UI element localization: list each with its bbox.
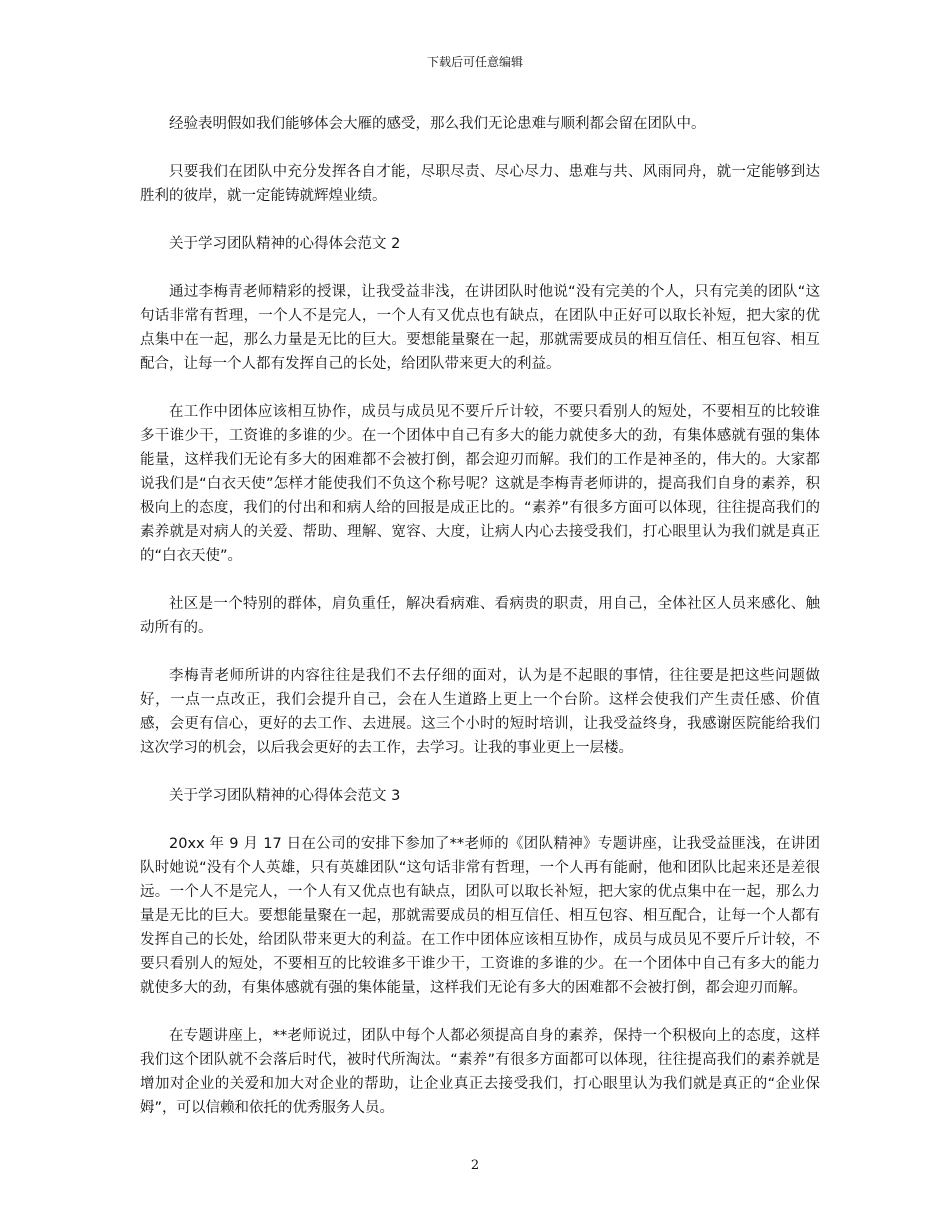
section-heading: 关于学习团队精神的心得体会范文 3	[169, 788, 401, 804]
paragraph: 在专题讲座上，**老师说过，团队中每个人都必须提高自身的素养，保持一个积极向上的态度，这样我们这个团队就不会落后时代，被时代所淘汰。“素养”有很多方面都可以体现，往往提高我们的素养就是增加对企业的关爱和加大对企业的帮助，让企业真正去接受我们，打心眼里认为我们就是真正的“企业保姆”，可以信赖和依托的优秀服务人员。	[140, 1028, 820, 1116]
page-header: 下载后可任意编辑	[426, 55, 523, 69]
document-body	[140, 112, 820, 1144]
paragraph: 20xx 年 9 月 17 日在公司的安排下参加了**老师的《团队精神》专题讲座，让我受益匪浅，在讲团队时她说“没有个人英雄，只有英雄团队“这句话非常有哲理，一个人再有能耐，他和团队比起来还是差很远。一个人不是完人，一个人有又优点也有缺点，团队可以取长补短，把大家的优点集中在一起，那么力量是无比的巨大。要想能量聚在一起，那就需要成员的相互信任、相互包容、相互配合，让每一个人都有发挥自己的长处，给团队带来更大的利益。在工作中团体应该相互协作，成员与成员见不要斤斤计较，不要只看别人的短处，不要相互的比较谁多干谁少干，工资谁的多谁的少。在一个团体中自己有多大的能力就使多大的劲，有集体感就有强的集体能量，这样我们无论有多大的困难都不会被打倒，都会迎刃而解。	[140, 836, 820, 996]
section-heading: 关于学习团队精神的心得体会范文 2	[169, 236, 401, 252]
paragraph: 李梅青老师所讲的内容往往是我们不去仔细的面对，认为是不起眼的事情，往往要是把这些问题做好，一点一点改正，我们会提升自己，会在人生道路上更上一个台阶。这样会使我们产生责任感、价值感，会更有信心，更好的去工作、去进展。这三个小时的短时培训，让我受益终身，我感谢医院能给我们这次学习的机会，以后我会更好的去工作，去学习。让我的事业更上一层楼。	[140, 668, 820, 756]
paragraph: 经验表明假如我们能够体会大雁的感受，那么我们无论患难与顺利都会留在团队中。	[169, 116, 706, 132]
paragraph: 在工作中团体应该相互协作，成员与成员见不要斤斤计较，不要只看别人的短处，不要相互的比较谁多干谁少干，工资谁的多谁的少。在一个团体中自己有多大的能力就使多大的劲，有集体感就有强的集体能量，这样我们无论有多大的困难都不会被打倒，都会迎刃而解。我们的工作是神圣的，伟大的。大家都说我们是“白衣天使”怎样才能使我们不负这个称号呢？这就是李梅青老师讲的，提高我们自身的素养，积极向上的态度，我们的付出和和病人给的回报是成正比的。“素养”有很多方面可以体现，往往提高我们的素养就是对病人的关爱、帮助、理解、宽容、大度，让病人内心去接受我们，打心眼里认为我们就是真正的“白衣天使”。	[140, 404, 820, 564]
paragraph: 只要我们在团队中充分发挥各自才能，尽职尽责、尽心尽力、患难与共、风雨同舟，就一定能够到达胜利的彼岸，就一定能铸就辉煌业绩。	[140, 164, 820, 204]
page-number: 2	[470, 1158, 480, 1173]
paragraph: 通过李梅青老师精彩的授课，让我受益非浅，在讲团队时他说“没有完美的个人，只有完美的团队“这句话非常有哲理，一个人不是完人，一个人有又优点也有缺点，在团队中正好可以取长补短，把大家的优点集中在一起，那么力量是无比的巨大。要想能量聚在一起，那就需要成员的相互信任、相互包容、相互配合，让每一个人都有发挥自己的长处，给团队带来更大的利益。	[140, 284, 820, 372]
paragraph: 社区是一个特别的群体，肩负重任，解决看病难、看病贵的职责，用自己，全体社区人员来感化、触动所有的。	[140, 596, 820, 636]
